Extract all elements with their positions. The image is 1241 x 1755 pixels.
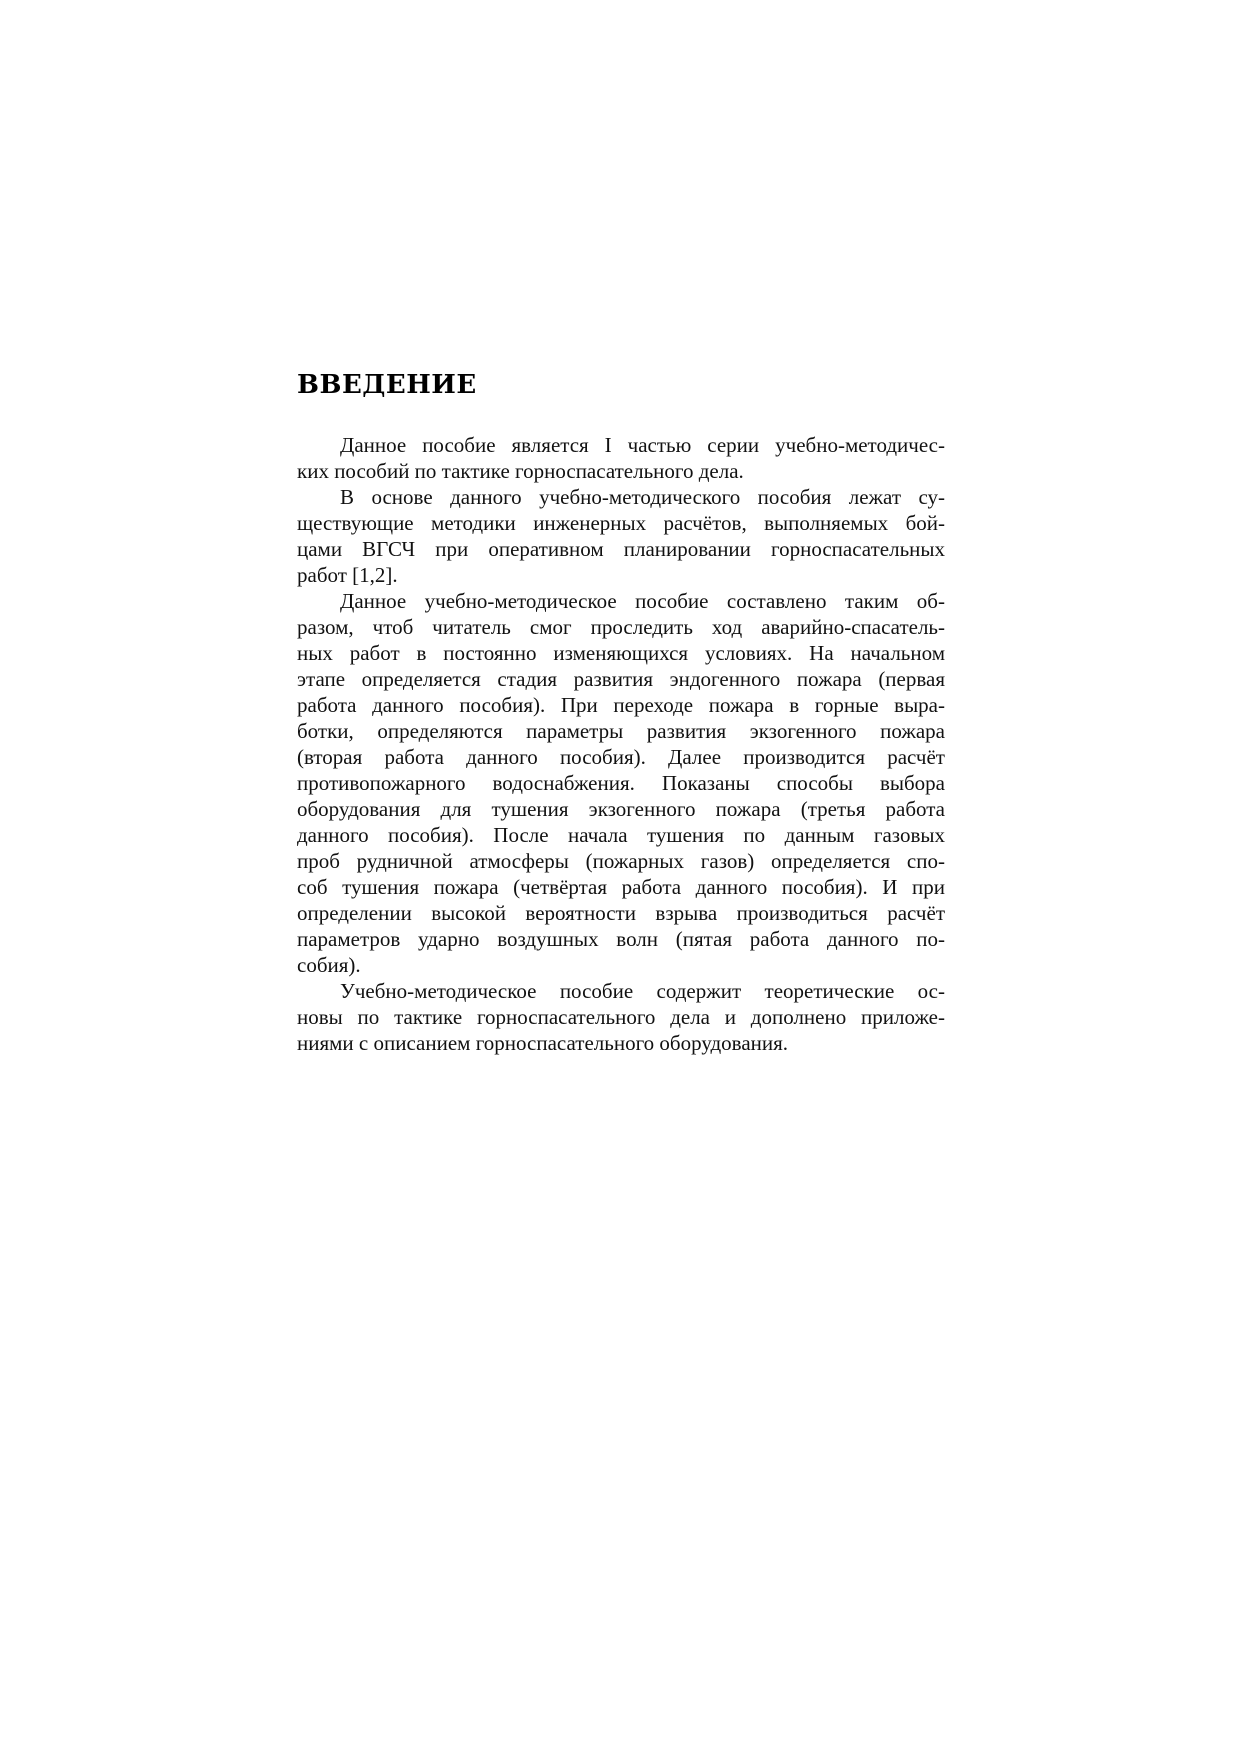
- text-line: новы по тактике горноспасательного дела и дополнено приложе-: [297, 1005, 945, 1029]
- text-line: этапе определяется стадия развития эндогенного пожара (первая: [297, 667, 945, 691]
- text-line: данного пособия). После начала тушения по данным газовых: [297, 823, 945, 847]
- text-line: (вторая работа данного пособия). Далее производится расчёт: [297, 745, 945, 769]
- text-line: соб тушения пожара (четвёртая работа данного пособия). И при: [297, 875, 945, 899]
- text-line: ниями с описанием горноспасательного оборудования.: [297, 1031, 789, 1055]
- text-line: цами ВГСЧ при оперативном планировании горноспасательных: [297, 537, 945, 561]
- paragraph: [297, 432, 945, 484]
- text-line: проб рудничной атмосферы (пожарных газов) определяется спо-: [297, 849, 945, 873]
- text-line: ществующие методики инженерных расчётов, выполняемых бой-: [297, 511, 945, 535]
- text-line: параметров ударно воздушных волн (пятая работа данного по-: [297, 927, 945, 951]
- text-line: ботки, определяются параметры развития экзогенного пожара: [297, 719, 945, 743]
- text-line: ных работ в постоянно изменяющихся условиях. На начальном: [297, 641, 945, 665]
- text-line: собия).: [297, 953, 361, 977]
- section-heading: ВВЕДЕНИЕ: [297, 370, 477, 400]
- text-line: работа данного пособия). При переходе пожара в горные выра-: [297, 693, 945, 717]
- text-line: Учебно-методическое пособие содержит теоретические ос-: [340, 979, 945, 1003]
- paragraph: [297, 588, 945, 978]
- text-line: работ [1,2].: [297, 563, 398, 587]
- introduction-section: [297, 368, 945, 1056]
- text-line: Данное пособие является I частью серии учебно-методичес-: [340, 433, 945, 457]
- text-line: В основе данного учебно-методического пособия лежат су-: [340, 485, 945, 509]
- text-line: определении высокой вероятности взрыва производиться расчёт: [297, 901, 945, 925]
- text-line: ких пособий по тактике горноспасательного дела.: [297, 459, 744, 483]
- text-line: противопожарного водоснабжения. Показаны способы выбора: [297, 771, 945, 795]
- text-line: разом, чтоб читатель смог проследить ход аварийно-спасатель-: [297, 615, 945, 639]
- paragraph: [297, 484, 945, 588]
- text-line: Данное учебно-методическое пособие составлено таким об-: [340, 589, 945, 613]
- paragraph: [297, 978, 945, 1056]
- body-text: [297, 432, 945, 1056]
- text-line: оборудования для тушения экзогенного пожара (третья работа: [297, 797, 945, 821]
